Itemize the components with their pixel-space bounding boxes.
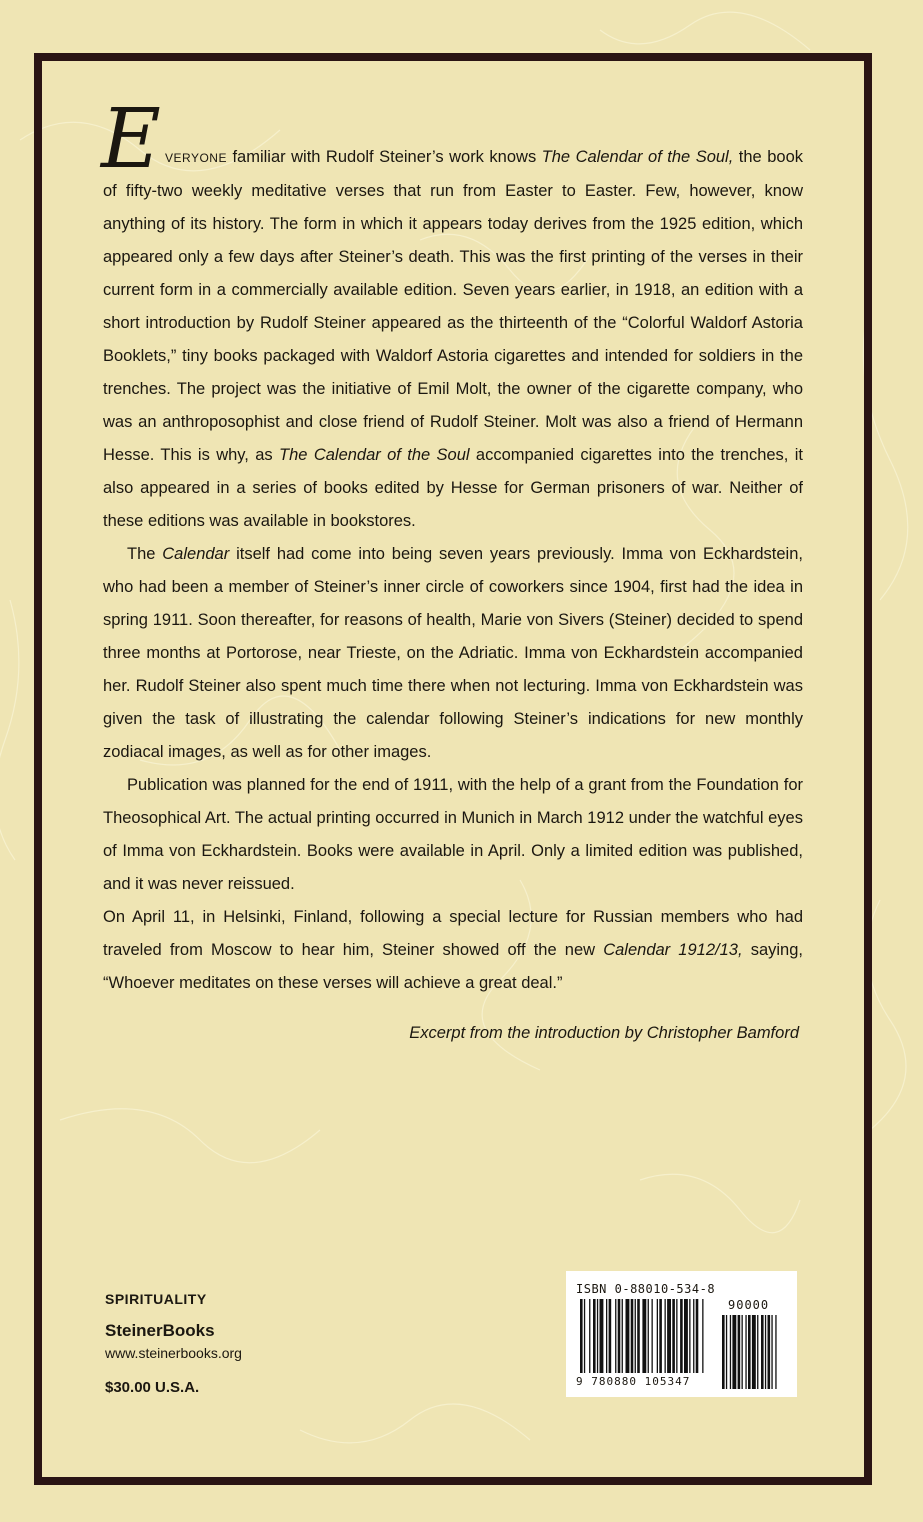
p4-text-b: saying, “Whoever meditates on these verses will achieve a great deal.”	[103, 941, 803, 992]
drop-cap: E	[101, 92, 161, 187]
addon-bar	[730, 1315, 731, 1389]
addon-bar	[768, 1315, 771, 1389]
p4-text-a: On April 11, in Helsinki, Finland, following a special lecture for Russian members who had traveled from Moscow to hear him, Steiner showed off the new	[103, 908, 803, 959]
excerpt-credit: Excerpt from the introduction by Christopher Bamford	[409, 1024, 799, 1042]
p2-text-a: The	[127, 545, 163, 563]
addon-bar	[722, 1315, 725, 1389]
p2-text-b: itself had come into being seven years previously. Imma von Eckhardstein, who had been a member of Steiner’s inner circle of coworkers since 1904, first had the idea in spring 1911. Soon thereafter, for reasons of health, Marie von Sivers (Steiner) decided to spend three months at Portorose, near Trieste, on the Adriatic. Imma von Eckhardstein accompanied her. Rudolf Steiner also spent much time there when not lecturing. Imma von Eckhardstein was given the task of illustrating the calendar following Steiner’s indications for new monthly zodiacal images, as well as for other images.	[103, 545, 803, 761]
price-addon-digits: 90000	[728, 1298, 770, 1312]
barcode-bar	[606, 1299, 607, 1373]
barcode-bar	[672, 1299, 675, 1373]
barcode-bar	[615, 1299, 616, 1373]
barcode-bar	[696, 1299, 699, 1373]
paragraph-2	[103, 538, 803, 769]
p1-text-b: the book of fifty-two weekly meditative verses that run from Easter to Easter. Few, however, know anything of its history. The form in which it appears today derives from the 1925 edition, which appeared only a few days after Steiner’s death. This was the first printing of the verses in their current form in a commercially available edition. Seven years earlier, in 1918, an edition with a short introduction by Rudolf Steiner appeared as the thirteenth of the “Colorful Waldorf Astoria Booklets,” tiny books packaged with Waldorf Astoria cigarettes and intended for soldiers in the trenches. The project was the initiative of Emil Molt, the owner of the cigarette company, who was an anthroposophist and close friend of Rudolf Steiner. Molt was also a friend of Hermann Hesse. This is why, as	[103, 148, 803, 464]
barcode-bar	[597, 1299, 598, 1373]
addon-bar	[757, 1315, 758, 1389]
addon-bar	[775, 1315, 776, 1389]
barcode-bar	[659, 1299, 662, 1373]
barcode-bar	[652, 1299, 653, 1373]
barcode-bar	[680, 1299, 683, 1373]
lead-smallcaps: VERYONE	[165, 151, 227, 165]
barcode-bar	[589, 1299, 590, 1373]
barcode-bar	[626, 1299, 630, 1373]
barcode-bar	[665, 1299, 666, 1373]
addon-bar	[752, 1315, 756, 1389]
barcode-bar	[684, 1299, 688, 1373]
barcode-bar	[657, 1299, 658, 1373]
first-paragraph-block	[101, 92, 803, 538]
addon-bar	[748, 1315, 751, 1389]
paragraph-3: Publication was planned for the end of 1911, with the help of a grant from the Foundation for Theosophical Art. The actual printing occurred in Munich in March 1912 under the watchful eyes of Imma von Eckhardstein. Books were available in April. Only a limited edition was published, and it was never reissued.	[103, 776, 803, 893]
barcode-bar	[648, 1299, 649, 1373]
isbn-label: ISBN 0-88010-534-8	[576, 1282, 716, 1296]
barcode-bar	[622, 1299, 623, 1373]
barcode-bar	[584, 1299, 585, 1373]
barcode-bar	[637, 1299, 640, 1373]
category-label: SPIRITUALITY	[105, 1291, 207, 1307]
addon-bar	[726, 1315, 727, 1389]
back-cover-text	[101, 92, 803, 1043]
barcode-bar	[635, 1299, 636, 1373]
p4-book-title: Calendar 1912/13,	[603, 941, 743, 959]
p1-book-title: The Calendar of the Soul,	[541, 148, 734, 166]
barcode-bar	[609, 1299, 612, 1373]
addon-bar	[745, 1315, 746, 1389]
barcode-bar	[702, 1299, 703, 1373]
barcode-bar	[593, 1299, 596, 1373]
barcode-bar	[618, 1299, 621, 1373]
p1-text-c: accompanied cigarettes into the trenches, it also appeared in a series of books edited by Hesse for German prisoners of war. Neither of these editions was available in bookstores.	[103, 446, 803, 530]
addon-bar	[771, 1315, 772, 1389]
barcode-bar	[631, 1299, 634, 1373]
barcode-bar	[689, 1299, 690, 1373]
paragraph-1	[101, 92, 803, 538]
barcode-bar	[676, 1299, 677, 1373]
ean-digits: 9 780880 105347	[576, 1375, 691, 1388]
barcode-bar	[667, 1299, 671, 1373]
addon-bar	[742, 1315, 743, 1389]
addon-bar	[738, 1315, 741, 1389]
p1-book-title-2: The Calendar of the Soul	[279, 446, 470, 464]
publisher-info	[105, 1291, 242, 1396]
barcode-bar	[693, 1299, 694, 1373]
paragraph-4	[103, 901, 803, 1000]
barcode-panel	[566, 1271, 797, 1397]
p1-text-a: familiar with Rudolf Steiner’s work knows	[226, 148, 542, 166]
p2-book-title: Calendar	[162, 545, 230, 563]
publisher-name: SteinerBooks	[105, 1321, 215, 1340]
price-label: $30.00 U.S.A.	[105, 1379, 200, 1396]
barcode-bar	[600, 1299, 604, 1373]
barcode-bar	[642, 1299, 646, 1373]
addon-bar	[765, 1315, 766, 1389]
publisher-url: www.steinerbooks.org	[105, 1345, 242, 1361]
addon-bar	[761, 1315, 764, 1389]
barcode-bar	[580, 1299, 583, 1373]
addon-bar	[732, 1315, 736, 1389]
